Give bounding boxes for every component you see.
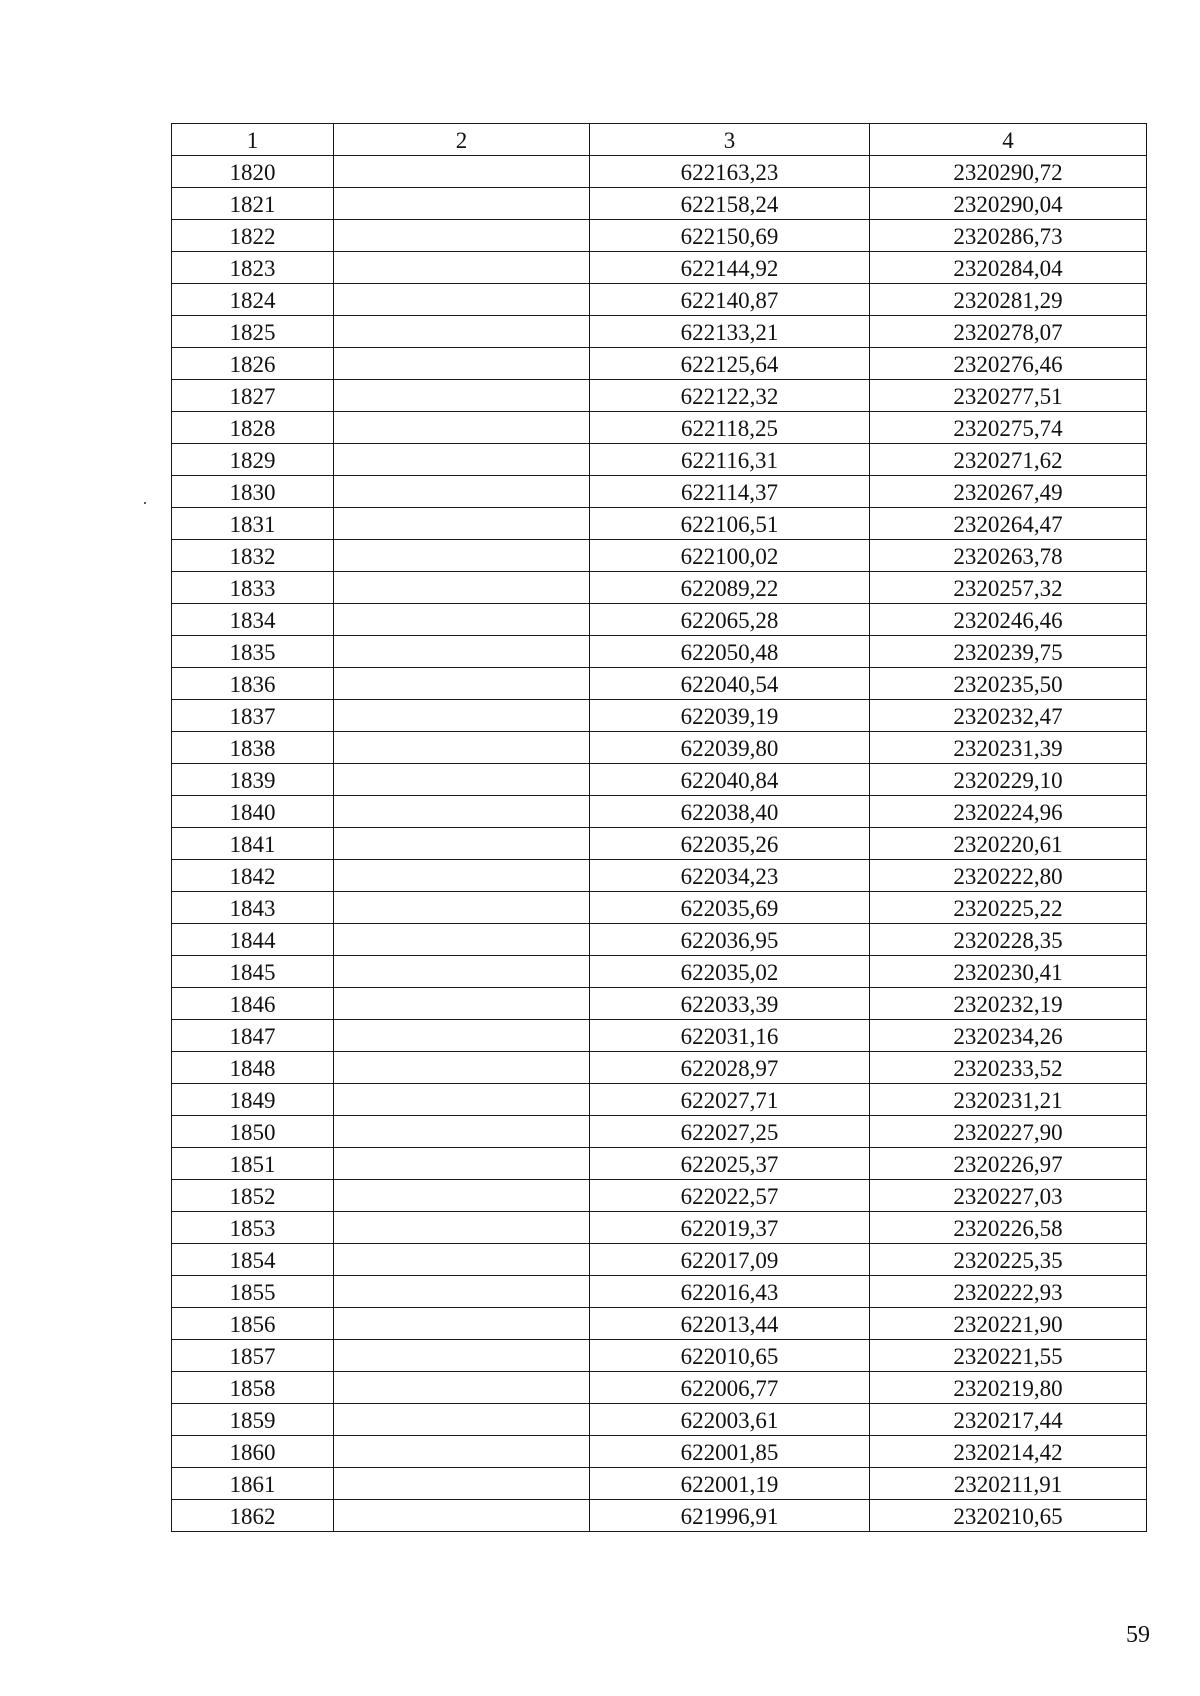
empty-cell <box>334 444 590 476</box>
table-row <box>172 348 1147 380</box>
x-coordinate-cell: 622114,37 <box>590 476 870 508</box>
x-coordinate-cell: 622118,25 <box>590 412 870 444</box>
x-coordinate-cell: 622133,21 <box>590 316 870 348</box>
table-row <box>172 764 1147 796</box>
x-coordinate-cell: 622027,25 <box>590 1116 870 1148</box>
x-coordinate-cell: 622038,40 <box>590 796 870 828</box>
table-row <box>172 636 1147 668</box>
y-coordinate-cell: 2320267,49 <box>870 476 1147 508</box>
y-coordinate-cell: 2320271,62 <box>870 444 1147 476</box>
x-coordinate-cell: 622144,92 <box>590 252 870 284</box>
y-coordinate-cell: 2320278,07 <box>870 316 1147 348</box>
y-coordinate-cell: 2320219,80 <box>870 1372 1147 1404</box>
table-row <box>172 572 1147 604</box>
table-row <box>172 284 1147 316</box>
y-coordinate-cell: 2320234,26 <box>870 1020 1147 1052</box>
empty-cell <box>334 604 590 636</box>
x-coordinate-cell: 622050,48 <box>590 636 870 668</box>
x-coordinate-cell: 622031,16 <box>590 1020 870 1052</box>
y-coordinate-cell: 2320286,73 <box>870 220 1147 252</box>
y-coordinate-cell: 2320284,04 <box>870 252 1147 284</box>
table-row <box>172 892 1147 924</box>
point-number-cell: 1849 <box>172 1084 334 1116</box>
x-coordinate-cell: 622025,37 <box>590 1148 870 1180</box>
table-row <box>172 1500 1147 1532</box>
x-coordinate-cell: 622010,65 <box>590 1340 870 1372</box>
point-number-cell: 1838 <box>172 732 334 764</box>
y-coordinate-cell: 2320290,72 <box>870 156 1147 188</box>
point-number-cell: 1824 <box>172 284 334 316</box>
point-number-cell: 1835 <box>172 636 334 668</box>
point-number-cell: 1843 <box>172 892 334 924</box>
point-number-cell: 1820 <box>172 156 334 188</box>
empty-cell <box>334 828 590 860</box>
empty-cell <box>334 668 590 700</box>
empty-cell <box>334 732 590 764</box>
x-coordinate-cell: 622140,87 <box>590 284 870 316</box>
point-number-cell: 1855 <box>172 1276 334 1308</box>
table-row <box>172 1180 1147 1212</box>
empty-cell <box>334 1116 590 1148</box>
point-number-cell: 1856 <box>172 1308 334 1340</box>
y-coordinate-cell: 2320222,80 <box>870 860 1147 892</box>
empty-cell <box>334 924 590 956</box>
empty-cell <box>334 188 590 220</box>
table-row <box>172 476 1147 508</box>
point-number-cell: 1831 <box>172 508 334 540</box>
y-coordinate-cell: 2320275,74 <box>870 412 1147 444</box>
y-coordinate-cell: 2320221,55 <box>870 1340 1147 1372</box>
empty-cell <box>334 1052 590 1084</box>
table-header <box>172 124 1147 156</box>
y-coordinate-cell: 2320235,50 <box>870 668 1147 700</box>
empty-cell <box>334 1372 590 1404</box>
y-coordinate-cell: 2320211,91 <box>870 1468 1147 1500</box>
x-coordinate-cell: 622158,24 <box>590 188 870 220</box>
page-number: 59 <box>1126 1622 1150 1648</box>
x-coordinate-cell: 622013,44 <box>590 1308 870 1340</box>
table-row <box>172 956 1147 988</box>
table-row <box>172 604 1147 636</box>
table-row <box>172 1020 1147 1052</box>
point-number-cell: 1857 <box>172 1340 334 1372</box>
x-coordinate-cell: 622116,31 <box>590 444 870 476</box>
y-coordinate-cell: 2320226,58 <box>870 1212 1147 1244</box>
point-number-cell: 1839 <box>172 764 334 796</box>
x-coordinate-cell: 622035,26 <box>590 828 870 860</box>
empty-cell <box>334 572 590 604</box>
x-coordinate-cell: 622001,19 <box>590 1468 870 1500</box>
table-row <box>172 1244 1147 1276</box>
empty-cell <box>334 412 590 444</box>
x-coordinate-cell: 622035,69 <box>590 892 870 924</box>
y-coordinate-cell: 2320225,22 <box>870 892 1147 924</box>
point-number-cell: 1832 <box>172 540 334 572</box>
y-coordinate-cell: 2320239,75 <box>870 636 1147 668</box>
empty-cell <box>334 1276 590 1308</box>
y-coordinate-cell: 2320229,10 <box>870 764 1147 796</box>
x-coordinate-cell: 622122,32 <box>590 380 870 412</box>
empty-cell <box>334 636 590 668</box>
x-coordinate-cell: 622033,39 <box>590 988 870 1020</box>
x-coordinate-cell: 622089,22 <box>590 572 870 604</box>
x-coordinate-cell: 622017,09 <box>590 1244 870 1276</box>
y-coordinate-cell: 2320232,19 <box>870 988 1147 1020</box>
y-coordinate-cell: 2320264,47 <box>870 508 1147 540</box>
table-row <box>172 220 1147 252</box>
y-coordinate-cell: 2320231,39 <box>870 732 1147 764</box>
empty-cell <box>334 220 590 252</box>
empty-cell <box>334 156 590 188</box>
table-row <box>172 1372 1147 1404</box>
table-row <box>172 860 1147 892</box>
empty-cell <box>334 348 590 380</box>
x-coordinate-cell: 622022,57 <box>590 1180 870 1212</box>
empty-cell <box>334 764 590 796</box>
y-coordinate-cell: 2320257,32 <box>870 572 1147 604</box>
x-coordinate-cell: 622034,23 <box>590 860 870 892</box>
empty-cell <box>334 1468 590 1500</box>
table-row <box>172 1276 1147 1308</box>
x-coordinate-cell: 622001,85 <box>590 1436 870 1468</box>
point-number-cell: 1828 <box>172 412 334 444</box>
x-coordinate-cell: 622125,64 <box>590 348 870 380</box>
table-row <box>172 988 1147 1020</box>
y-coordinate-cell: 2320230,41 <box>870 956 1147 988</box>
point-number-cell: 1829 <box>172 444 334 476</box>
point-number-cell: 1840 <box>172 796 334 828</box>
table-row <box>172 828 1147 860</box>
empty-cell <box>334 476 590 508</box>
point-number-cell: 1853 <box>172 1212 334 1244</box>
x-coordinate-cell: 622036,95 <box>590 924 870 956</box>
table-row <box>172 1052 1147 1084</box>
empty-cell <box>334 1180 590 1212</box>
x-coordinate-cell: 622100,02 <box>590 540 870 572</box>
empty-cell <box>334 1020 590 1052</box>
x-coordinate-cell: 622039,19 <box>590 700 870 732</box>
table-row <box>172 540 1147 572</box>
y-coordinate-cell: 2320276,46 <box>870 348 1147 380</box>
empty-cell <box>334 1212 590 1244</box>
y-coordinate-cell: 2320232,47 <box>870 700 1147 732</box>
table-row <box>172 1116 1147 1148</box>
table-row <box>172 1340 1147 1372</box>
table-row <box>172 380 1147 412</box>
table-body <box>172 156 1147 1532</box>
x-coordinate-cell: 622065,28 <box>590 604 870 636</box>
x-coordinate-cell: 622040,54 <box>590 668 870 700</box>
point-number-cell: 1850 <box>172 1116 334 1148</box>
point-number-cell: 1823 <box>172 252 334 284</box>
y-coordinate-cell: 2320246,46 <box>870 604 1147 636</box>
point-number-cell: 1845 <box>172 956 334 988</box>
point-number-cell: 1846 <box>172 988 334 1020</box>
y-coordinate-cell: 2320227,90 <box>870 1116 1147 1148</box>
empty-cell <box>334 860 590 892</box>
point-number-cell: 1841 <box>172 828 334 860</box>
y-coordinate-cell: 2320233,52 <box>870 1052 1147 1084</box>
empty-cell <box>334 380 590 412</box>
point-number-cell: 1821 <box>172 188 334 220</box>
y-coordinate-cell: 2320221,90 <box>870 1308 1147 1340</box>
x-coordinate-cell: 622163,23 <box>590 156 870 188</box>
header-cell-2: 2 <box>334 124 590 156</box>
y-coordinate-cell: 2320281,29 <box>870 284 1147 316</box>
y-coordinate-cell: 2320231,21 <box>870 1084 1147 1116</box>
x-coordinate-cell: 622028,97 <box>590 1052 870 1084</box>
table-row <box>172 156 1147 188</box>
empty-cell <box>334 1148 590 1180</box>
x-coordinate-cell: 622016,43 <box>590 1276 870 1308</box>
point-number-cell: 1861 <box>172 1468 334 1500</box>
empty-cell <box>334 1500 590 1532</box>
x-coordinate-cell: 622035,02 <box>590 956 870 988</box>
empty-cell <box>334 316 590 348</box>
table-row <box>172 668 1147 700</box>
empty-cell <box>334 1084 590 1116</box>
y-coordinate-cell: 2320228,35 <box>870 924 1147 956</box>
point-number-cell: 1860 <box>172 1436 334 1468</box>
point-number-cell: 1859 <box>172 1404 334 1436</box>
table-row <box>172 796 1147 828</box>
table-row <box>172 732 1147 764</box>
x-coordinate-cell: 622027,71 <box>590 1084 870 1116</box>
table-row <box>172 1308 1147 1340</box>
table-row <box>172 412 1147 444</box>
y-coordinate-cell: 2320222,93 <box>870 1276 1147 1308</box>
y-coordinate-cell: 2320217,44 <box>870 1404 1147 1436</box>
point-number-cell: 1842 <box>172 860 334 892</box>
x-coordinate-cell: 622039,80 <box>590 732 870 764</box>
header-cell-3: 3 <box>590 124 870 156</box>
y-coordinate-cell: 2320290,04 <box>870 188 1147 220</box>
y-coordinate-cell: 2320277,51 <box>870 380 1147 412</box>
y-coordinate-cell: 2320263,78 <box>870 540 1147 572</box>
empty-cell <box>334 796 590 828</box>
scan-speck <box>144 502 146 504</box>
table-row <box>172 444 1147 476</box>
point-number-cell: 1848 <box>172 1052 334 1084</box>
point-number-cell: 1826 <box>172 348 334 380</box>
table-row <box>172 1468 1147 1500</box>
header-cell-4: 4 <box>870 124 1147 156</box>
point-number-cell: 1858 <box>172 1372 334 1404</box>
empty-cell <box>334 700 590 732</box>
x-coordinate-cell: 622040,84 <box>590 764 870 796</box>
empty-cell <box>334 892 590 924</box>
empty-cell <box>334 1340 590 1372</box>
coordinates-table <box>171 123 1147 1532</box>
x-coordinate-cell: 622150,69 <box>590 220 870 252</box>
point-number-cell: 1851 <box>172 1148 334 1180</box>
table-row <box>172 1404 1147 1436</box>
y-coordinate-cell: 2320214,42 <box>870 1436 1147 1468</box>
table-row <box>172 1436 1147 1468</box>
point-number-cell: 1833 <box>172 572 334 604</box>
table-row <box>172 508 1147 540</box>
x-coordinate-cell: 622003,61 <box>590 1404 870 1436</box>
point-number-cell: 1837 <box>172 700 334 732</box>
table-row <box>172 700 1147 732</box>
header-cell-1: 1 <box>172 124 334 156</box>
table-row <box>172 188 1147 220</box>
point-number-cell: 1852 <box>172 1180 334 1212</box>
header-row <box>172 124 1147 156</box>
table-row <box>172 1212 1147 1244</box>
table-row <box>172 924 1147 956</box>
empty-cell <box>334 540 590 572</box>
empty-cell <box>334 1436 590 1468</box>
point-number-cell: 1844 <box>172 924 334 956</box>
empty-cell <box>334 1404 590 1436</box>
y-coordinate-cell: 2320225,35 <box>870 1244 1147 1276</box>
table-row <box>172 1084 1147 1116</box>
x-coordinate-cell: 621996,91 <box>590 1500 870 1532</box>
table-row <box>172 252 1147 284</box>
y-coordinate-cell: 2320227,03 <box>870 1180 1147 1212</box>
point-number-cell: 1847 <box>172 1020 334 1052</box>
empty-cell <box>334 956 590 988</box>
empty-cell <box>334 252 590 284</box>
point-number-cell: 1827 <box>172 380 334 412</box>
y-coordinate-cell: 2320226,97 <box>870 1148 1147 1180</box>
empty-cell <box>334 1308 590 1340</box>
point-number-cell: 1825 <box>172 316 334 348</box>
point-number-cell: 1834 <box>172 604 334 636</box>
x-coordinate-cell: 622019,37 <box>590 1212 870 1244</box>
point-number-cell: 1836 <box>172 668 334 700</box>
table-row <box>172 316 1147 348</box>
point-number-cell: 1822 <box>172 220 334 252</box>
empty-cell <box>334 1244 590 1276</box>
y-coordinate-cell: 2320210,65 <box>870 1500 1147 1532</box>
point-number-cell: 1854 <box>172 1244 334 1276</box>
empty-cell <box>334 988 590 1020</box>
table-row <box>172 1148 1147 1180</box>
point-number-cell: 1862 <box>172 1500 334 1532</box>
x-coordinate-cell: 622006,77 <box>590 1372 870 1404</box>
point-number-cell: 1830 <box>172 476 334 508</box>
empty-cell <box>334 284 590 316</box>
y-coordinate-cell: 2320224,96 <box>870 796 1147 828</box>
y-coordinate-cell: 2320220,61 <box>870 828 1147 860</box>
empty-cell <box>334 508 590 540</box>
x-coordinate-cell: 622106,51 <box>590 508 870 540</box>
